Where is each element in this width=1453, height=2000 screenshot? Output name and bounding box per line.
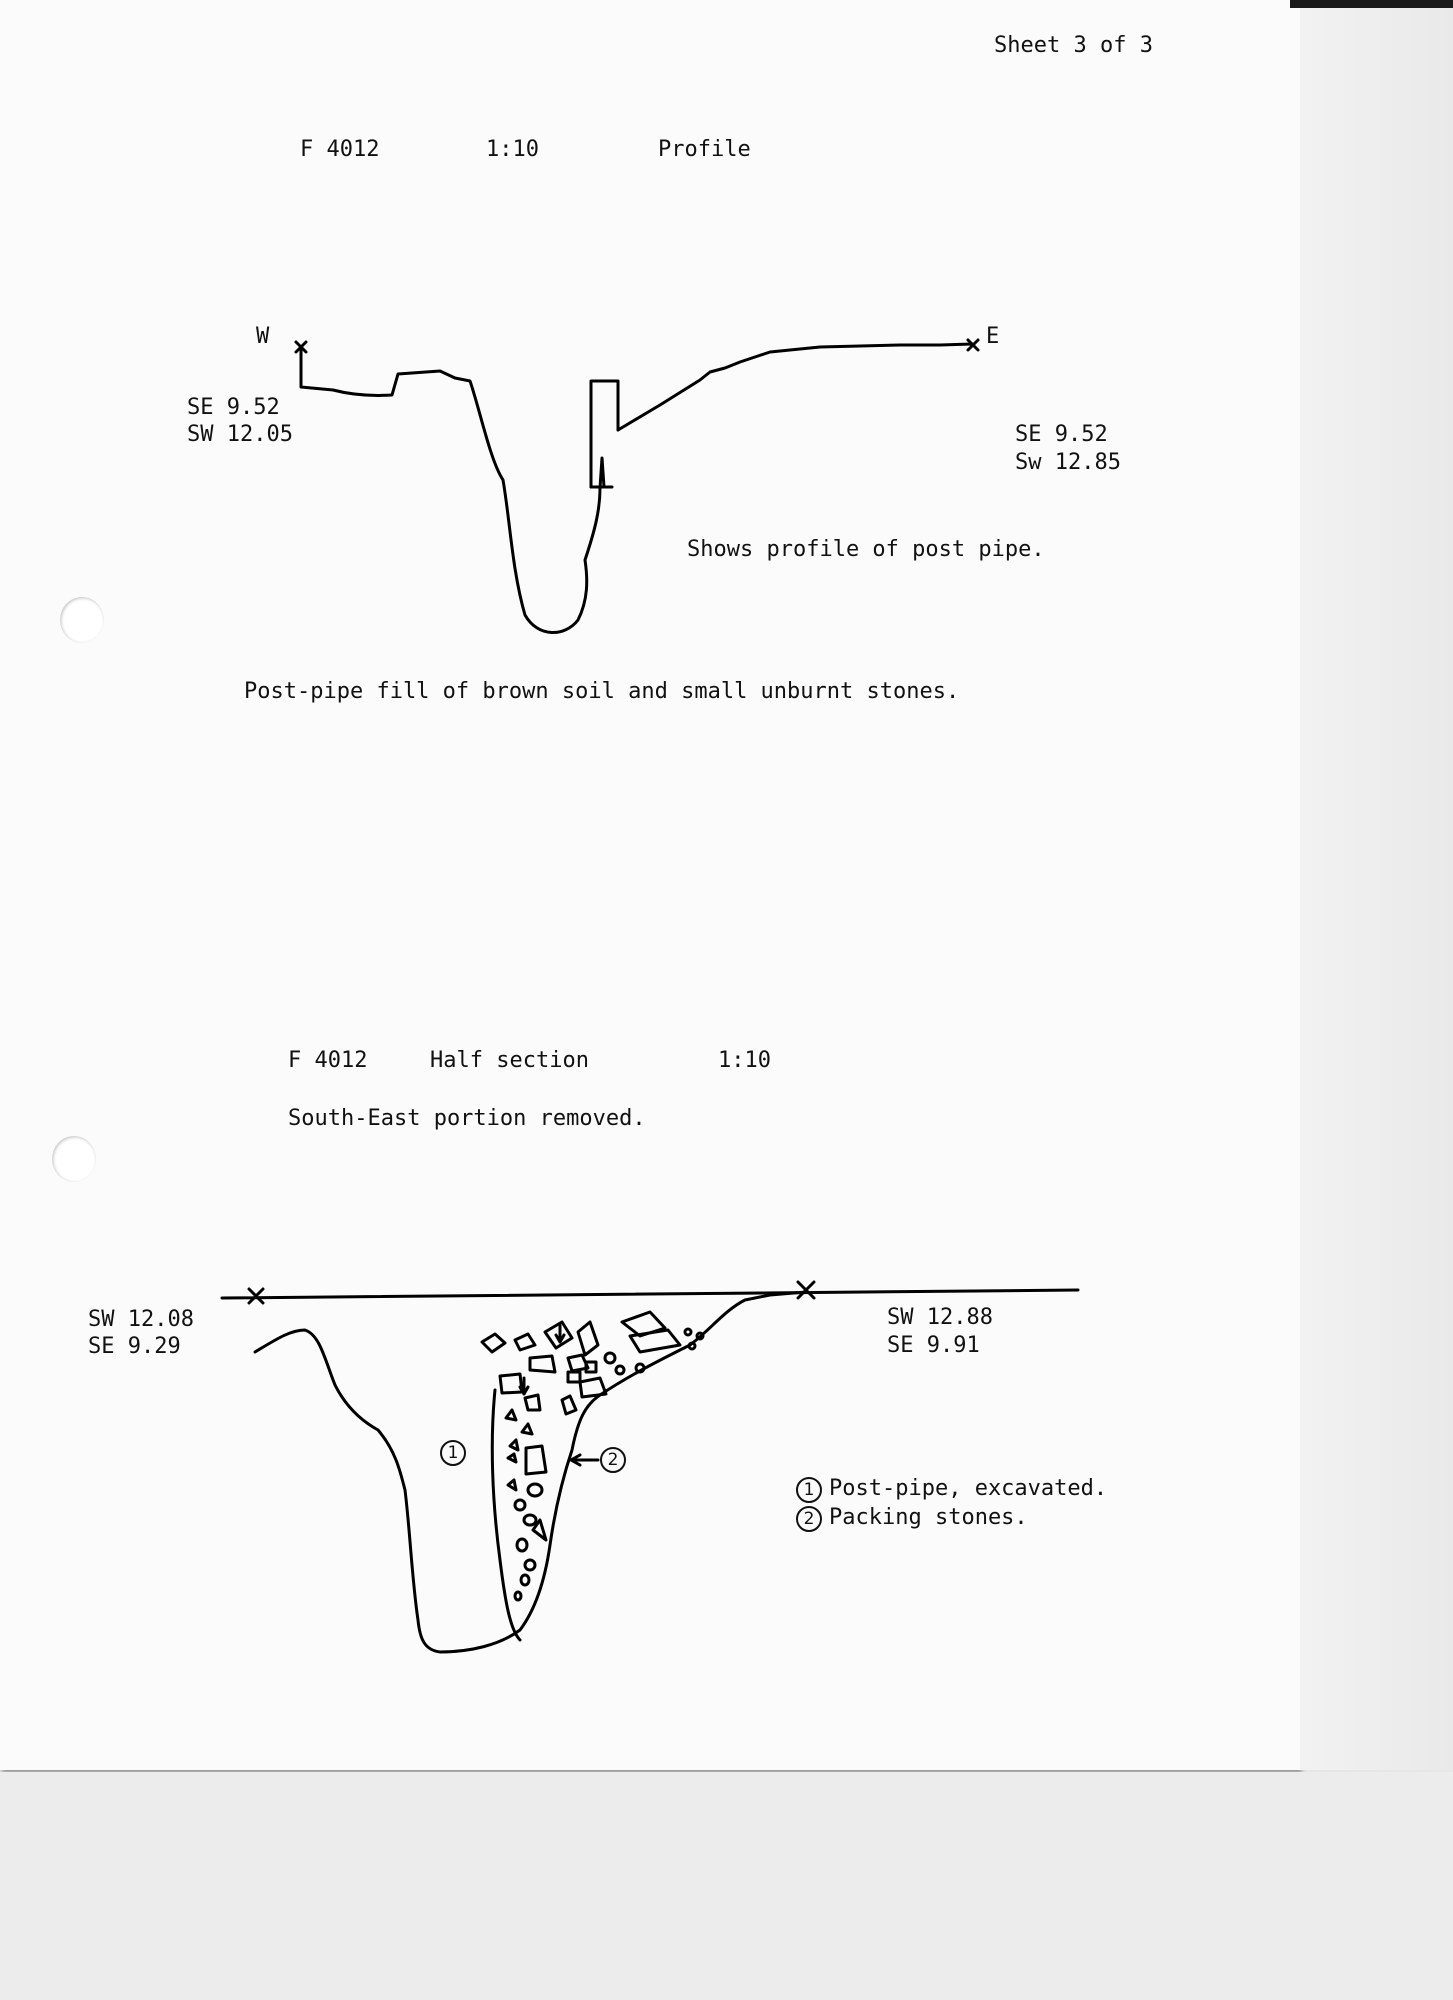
scanner-margin bbox=[1300, 0, 1453, 1770]
half-section-feature-id: F 4012 bbox=[288, 1048, 368, 1073]
profile-west-coord-se: SE 9.52 bbox=[187, 395, 280, 420]
profile-west-coord-sw: SW 12.05 bbox=[187, 422, 293, 447]
callout-post-pipe: 1 bbox=[440, 1440, 466, 1466]
legend-num-2: 2 bbox=[796, 1506, 822, 1532]
legend-text-1: Post-pipe, excavated. bbox=[829, 1476, 1108, 1501]
section-west-coord-se: SE 9.29 bbox=[88, 1334, 181, 1359]
profile-view-label: Profile bbox=[658, 137, 751, 162]
profile-note: Shows profile of post pipe. bbox=[687, 537, 1045, 562]
section-east-coord-sw: SW 12.88 bbox=[887, 1305, 993, 1330]
scanner-bed bbox=[0, 1772, 1453, 2000]
section-west-coord-sw: SW 12.08 bbox=[88, 1307, 194, 1332]
profile-outline bbox=[296, 340, 978, 633]
profile-east-coord-sw: Sw 12.85 bbox=[1015, 450, 1121, 475]
half-section-outline bbox=[222, 1282, 1078, 1652]
section-east-coord-se: SE 9.91 bbox=[887, 1333, 980, 1358]
profile-feature-id: F 4012 bbox=[300, 137, 380, 162]
removed-note: South-East portion removed. bbox=[288, 1106, 646, 1131]
legend-num-1: 1 bbox=[796, 1477, 822, 1503]
sheet-label: Sheet 3 of 3 bbox=[994, 33, 1153, 58]
west-marker: W bbox=[256, 324, 270, 349]
fill-description: Post-pipe fill of brown soil and small unburnt stones. bbox=[244, 679, 960, 704]
legend-text-2: Packing stones. bbox=[829, 1505, 1028, 1530]
east-marker: E bbox=[986, 324, 1000, 349]
half-section-view-label: Half section bbox=[430, 1048, 589, 1073]
profile-east-coord-se: SE 9.52 bbox=[1015, 422, 1108, 447]
scan-edge bbox=[1290, 0, 1453, 8]
half-section-scale: 1:10 bbox=[718, 1048, 771, 1073]
callout-packing-stones: 2 bbox=[600, 1447, 626, 1473]
profile-scale: 1:10 bbox=[486, 137, 539, 162]
